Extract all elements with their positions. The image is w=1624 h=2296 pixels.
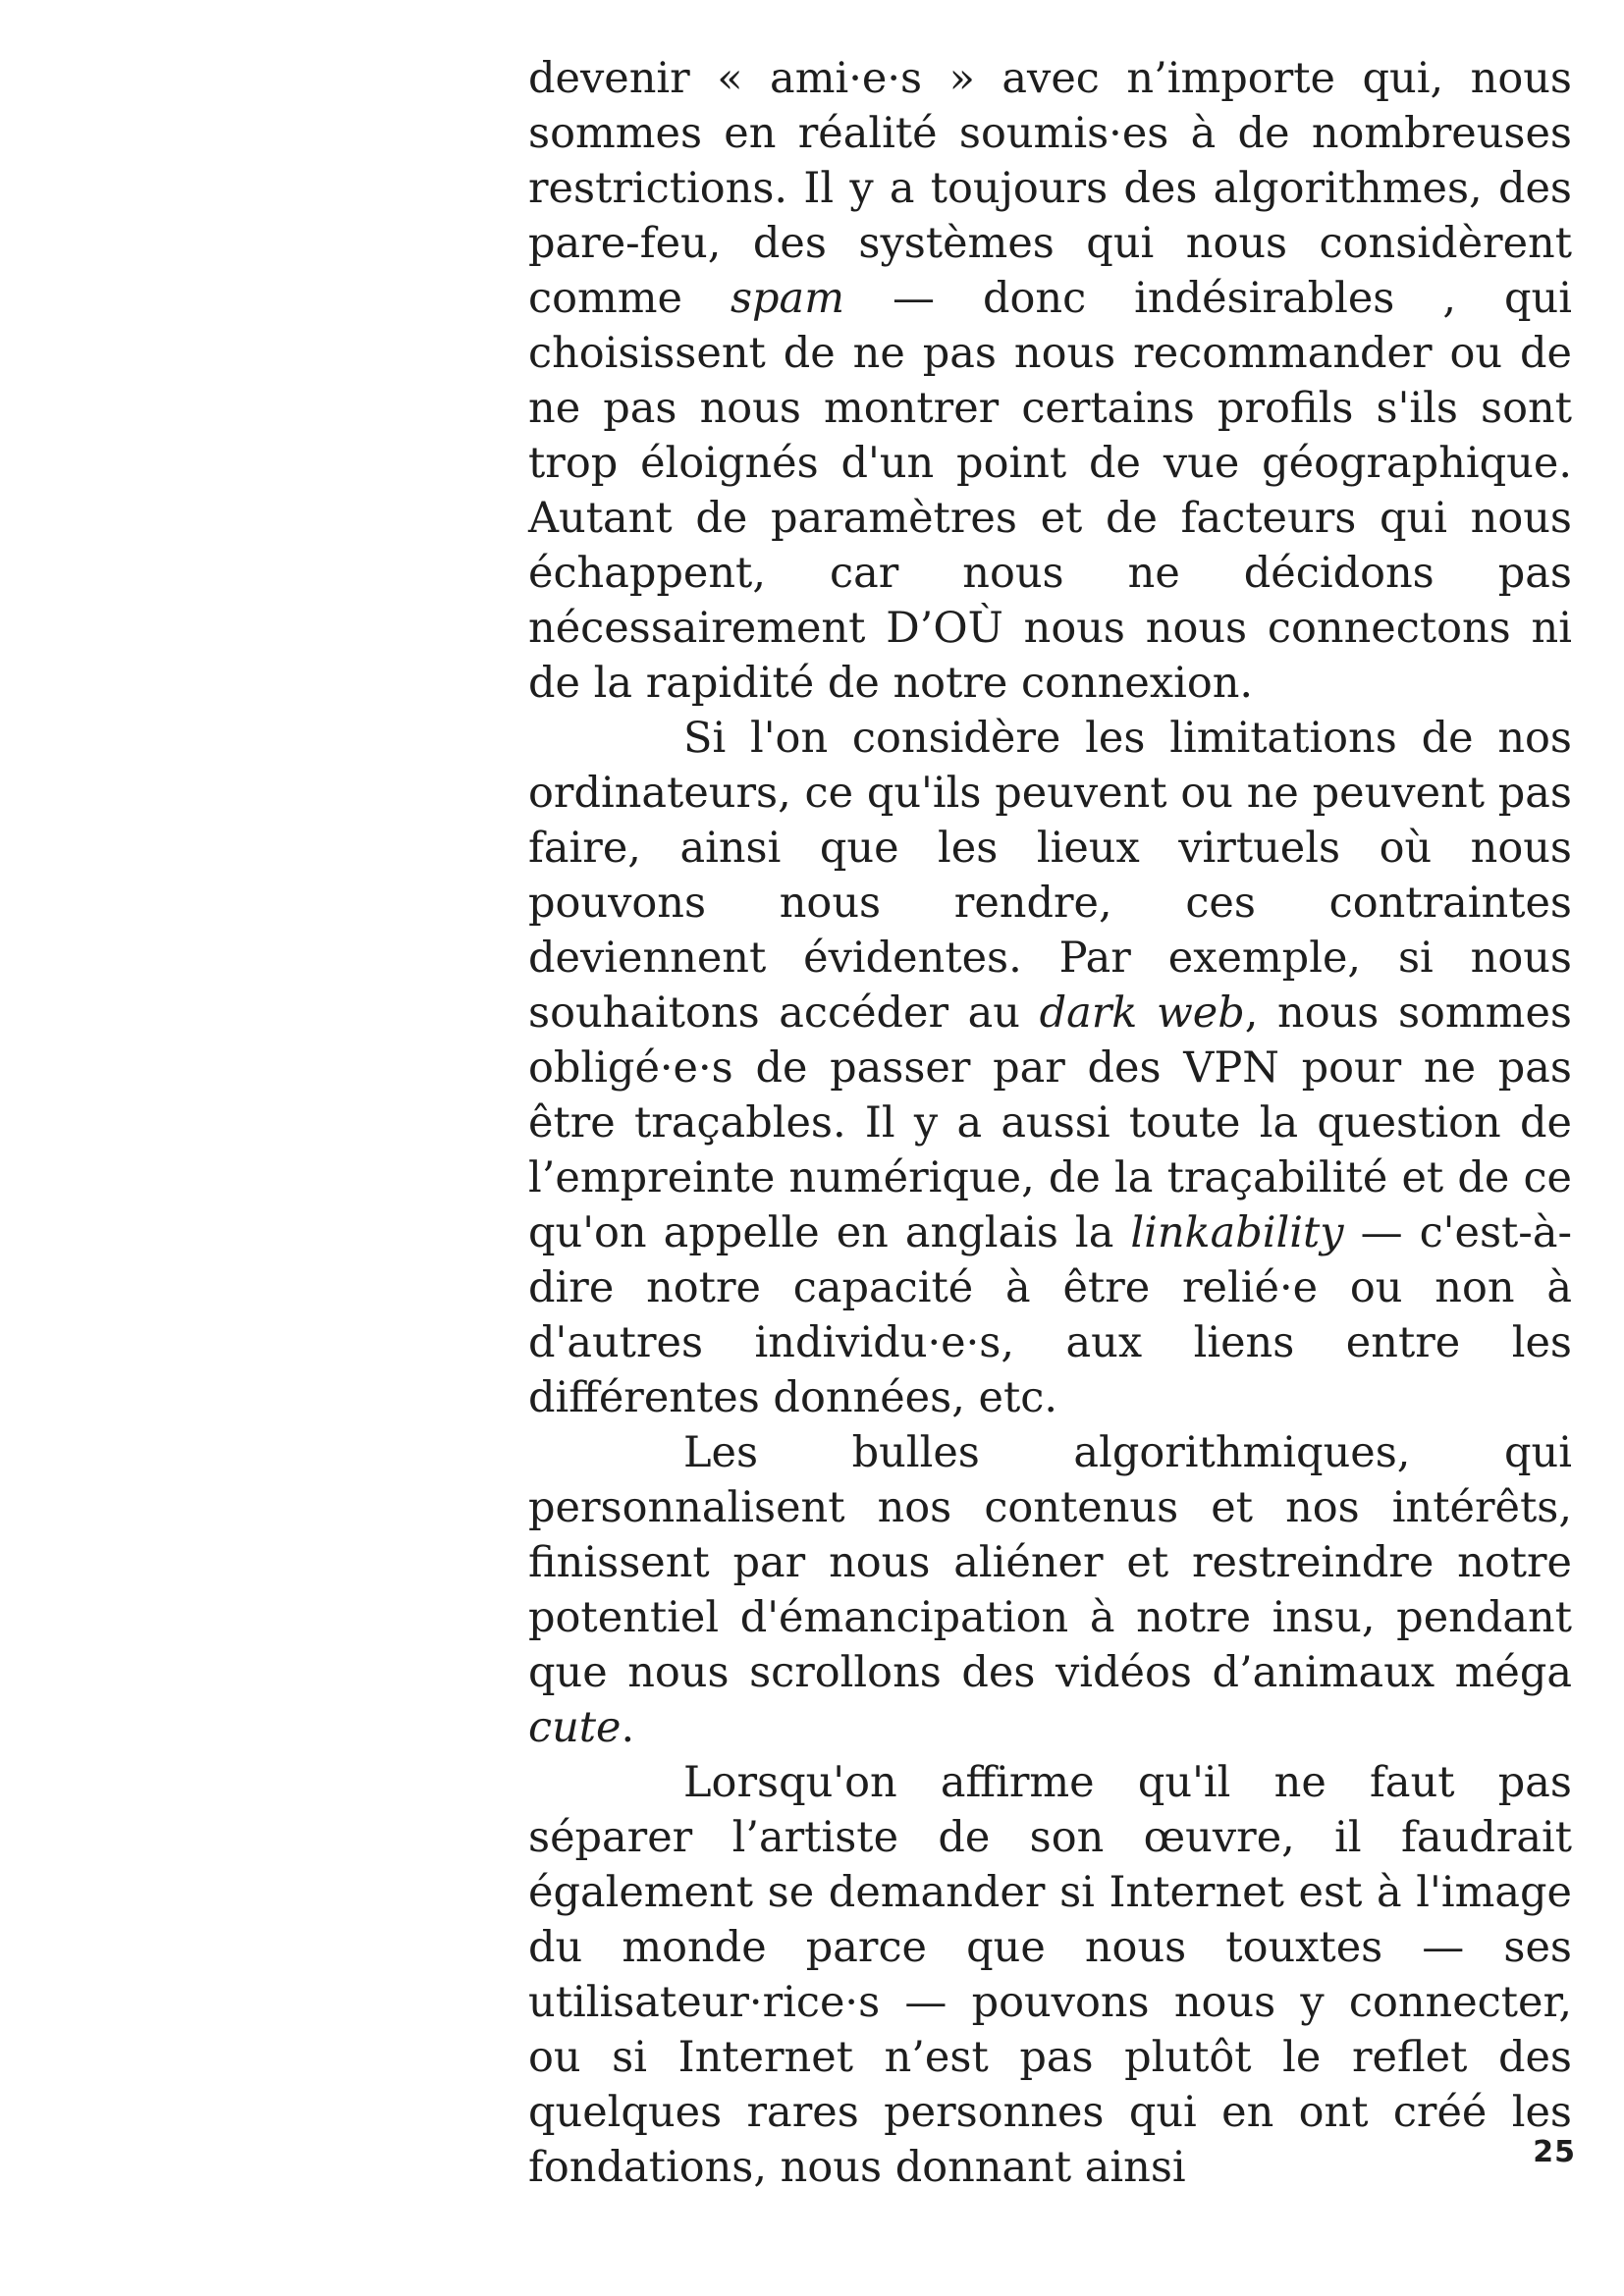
text-run: — c'est-à-dire notre capacité à être relié·e ou non à d'autres individu·e·s, aux liens entre les différentes données, etc. (528, 1208, 1572, 1422)
text-run: — donc indésirables , qui choisissent de ne pas nous recommander ou de ne pas nous montrer certains profils s'ils sont trop éloignés d'un point de vue géographique. Autant de paramètres et de facteurs qui nous échappent, car nous ne décidons pas nécessairement D’OÙ nous nous connectons ni de la rapidité de notre connexion. (528, 274, 1572, 708)
text-run: . (621, 1703, 635, 1752)
text-run: Les bulles algorithmiques, qui personnalisent nos contenus et nos intérêts, finissent par nous aliéner et restreindre notre potentiel d'émancipation à notre insu, pendant que nous scrollons des vidéos d’animaux méga (528, 1428, 1572, 1697)
paragraph-4 (528, 1755, 1572, 2195)
italic-term: linkability (1130, 1208, 1344, 1257)
paragraph-1 (528, 51, 1572, 711)
body-text-column (528, 51, 1572, 2195)
text-run: , nous sommes obligé·e·s de passer par des VPN pour ne pas être traçables. Il y a aussi toute la question de l’empreinte numérique, de la traçabilité et de ce qu'on appelle en anglais la (528, 988, 1572, 1257)
italic-term: spam (730, 274, 844, 323)
paragraph-3 (528, 1425, 1572, 1755)
paragraph-2 (528, 711, 1572, 1425)
italic-term: cute (528, 1703, 622, 1752)
text-run: Lorsqu'on affirme qu'il ne faut pas séparer l’artiste de son œuvre, il faudrait également se demander si Internet est à l'image du monde parce que nous touxtes — ses utilisateur·rice·s — pouvons nous y connecter, ou si Internet n’est pas plutôt le reflet des quelques rares personnes qui en ont créé les fondations, nous donnant ainsi (528, 1758, 1572, 2192)
italic-term: dark web (1039, 988, 1245, 1038)
text-run: Si l'on considère les limitations de nos ordinateurs, ce qu'ils peuvent ou ne peuvent pas faire, ainsi que les lieux virtuels où nous pouvons nous rendre, ces contraintes deviennent évidentes. Par exemple, si nous souhaitons accéder au (528, 714, 1572, 1038)
page-number: 25 (1533, 2135, 1576, 2169)
text-run: devenir « ami·e·s » avec n’importe qui, nous sommes en réalité soumis·es à de nombreuses restrictions. Il y a toujours des algorithmes, des pare-feu, des systèmes qui nous considèrent comme (528, 54, 1572, 323)
